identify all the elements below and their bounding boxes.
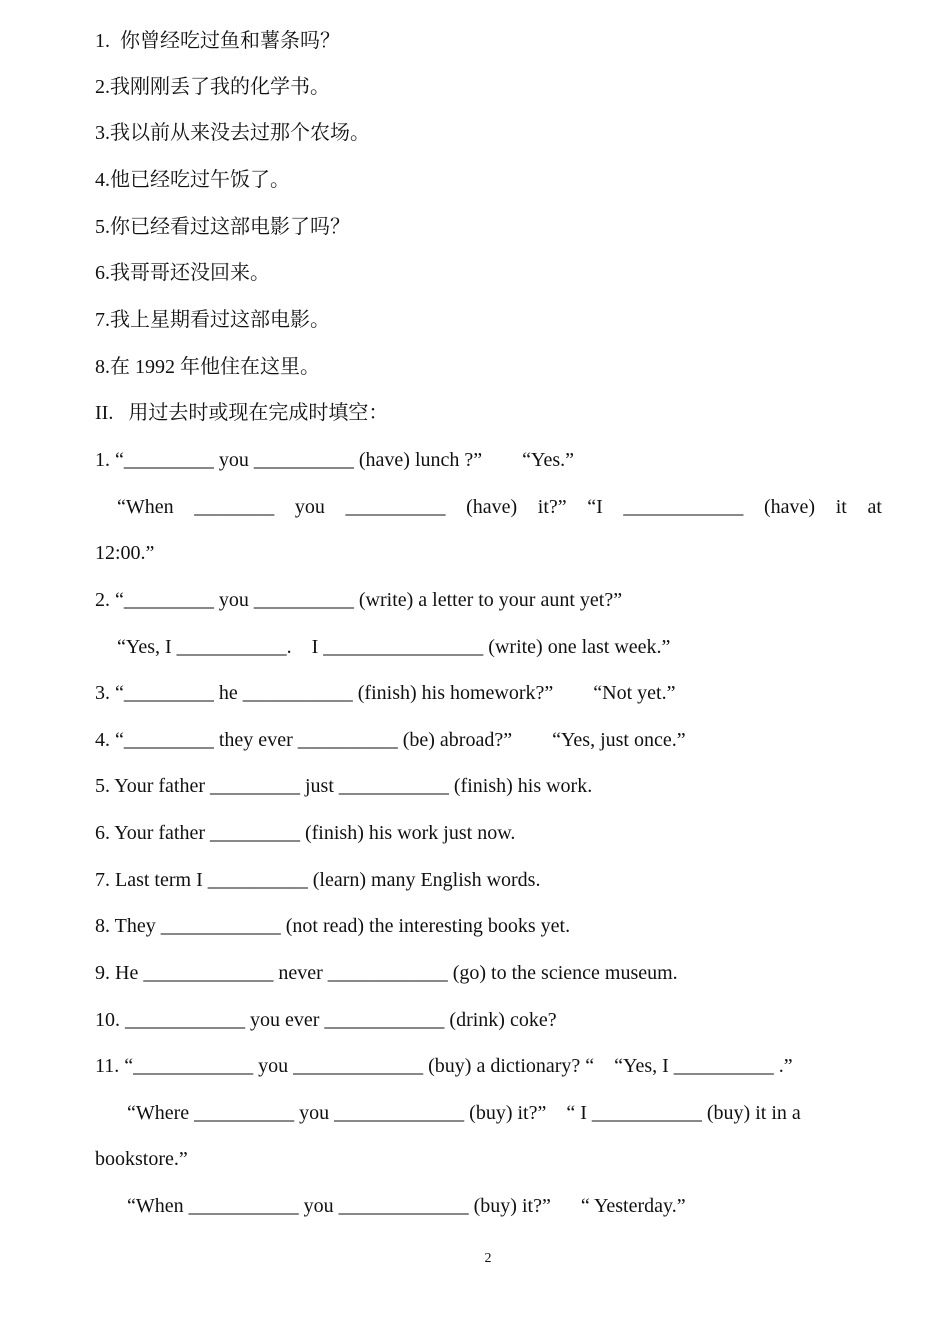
question-4: 4. “_________ they ever __________ (be) abroad?” “Yes, just once.” — [95, 729, 686, 751]
translation-item-8: 8.在 1992 年他住在这里。 — [95, 356, 320, 378]
word: (have) — [764, 496, 816, 518]
translation-item-1: 1. 你曾经吃过鱼和薯条吗？ — [95, 30, 340, 52]
question-11-line-3: bookstore.” — [95, 1148, 188, 1170]
word: (have) — [466, 496, 518, 518]
word: “When — [117, 496, 174, 518]
word: at — [867, 496, 882, 518]
question-11-line-2: “Where __________ you _____________ (buy) it?” “ I ___________ (buy) it in a — [127, 1102, 801, 1124]
translation-item-5: 5.你已经看过这部电影了吗？ — [95, 216, 350, 238]
section-heading: II. 用过去时或现在完成时填空： — [95, 402, 389, 424]
blank: ____________ — [623, 496, 744, 518]
word: you — [294, 496, 325, 518]
word: it — [835, 496, 847, 518]
question-11-line-4: “When ___________ you _____________ (buy) it?” “ Yesterday.” — [127, 1195, 686, 1217]
blank: ________ — [194, 496, 275, 518]
question-1-line-2 — [117, 494, 882, 520]
question-3: 3. “_________ he ___________ (finish) his homework?” “Not yet.” — [95, 682, 676, 704]
question-5: 5. Your father _________ just ___________ (finish) his work. — [95, 775, 593, 797]
page-number: 2 — [484, 1251, 492, 1266]
word: it?” — [537, 496, 567, 518]
word: “I — [587, 496, 603, 518]
question-7: 7. Last term I __________ (learn) many English words. — [95, 869, 541, 891]
question-1-line-1: 1. “_________ you __________ (have) lunch ?” “Yes.” — [95, 449, 574, 471]
question-8: 8. They ____________ (not read) the interesting books yet. — [95, 915, 571, 937]
question-1-line-3: 12:00.” — [95, 542, 155, 564]
translation-item-4: 4.他已经吃过午饭了。 — [95, 169, 290, 191]
question-2-line-2: “Yes, I ___________. I ________________ (write) one last week.” — [117, 636, 671, 658]
blank: __________ — [345, 496, 446, 518]
question-6: 6. Your father _________ (finish) his work just now. — [95, 822, 516, 844]
translation-item-7: 7.我上星期看过这部电影。 — [95, 309, 330, 331]
translation-item-6: 6.我哥哥还没回来。 — [95, 262, 270, 284]
translation-item-3: 3.我以前从来没去过那个农场。 — [95, 122, 370, 144]
translation-item-2: 2.我刚刚丢了我的化学书。 — [95, 76, 330, 98]
question-11-line-1: 11. “____________ you _____________ (buy) a dictionary? “ “Yes, I __________ .” — [95, 1055, 793, 1077]
question-2-line-1: 2. “_________ you __________ (write) a letter to your aunt yet?” — [95, 589, 623, 611]
question-10: 10. ____________ you ever ____________ (drink) coke? — [95, 1009, 557, 1031]
question-9: 9. He _____________ never ____________ (go) to the science museum. — [95, 962, 678, 984]
